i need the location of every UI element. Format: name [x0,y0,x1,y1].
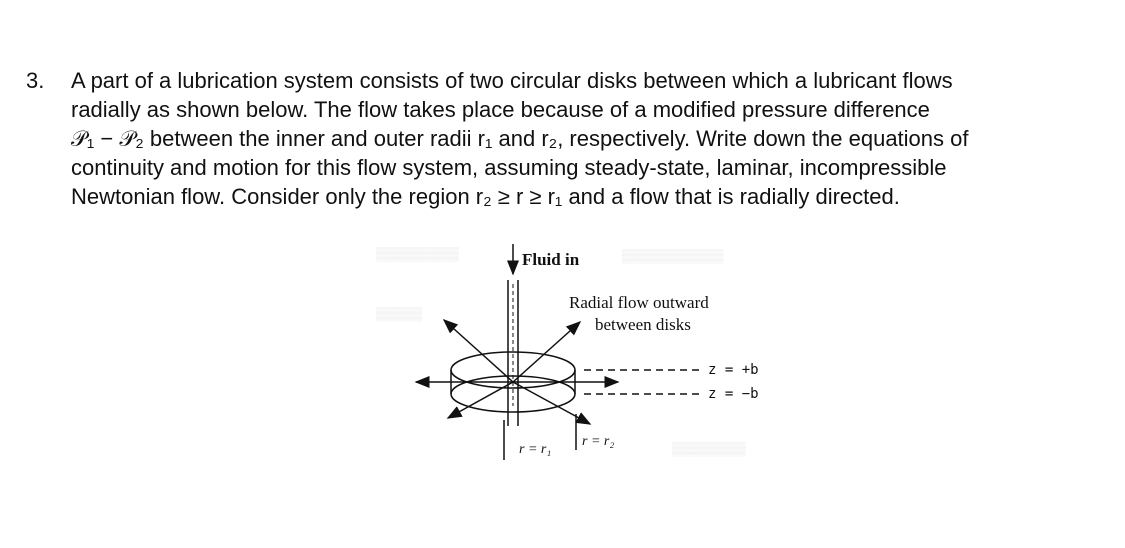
z-plus-b-label: z = +b [708,362,759,378]
inlet-pipe [508,280,518,426]
radial-flow-label-line-2: between disks [595,315,691,334]
problem-line-3: 𝒫₁ − 𝒫₂ between the inner and outer radii r₁ and r₂, respectively. Write down the equations of [71,126,969,151]
radial-flow-label-line-1: Radial flow outward [569,293,709,312]
problem-line-4: continuity and motion for this flow system, assuming steady-state, laminar, incompressible [71,155,947,180]
problem-number: 3. [26,68,45,93]
scan-bleed-through: ▒▒▒▒▒▒▒▒▒▒▒ [622,248,724,263]
problem-text [71,66,968,211]
radial-arrow-upper-left [444,320,513,382]
problem-line-2: radially as shown below. The flow takes place because of a modified pressure difference [71,97,930,122]
z-minus-b-label: z = −b [708,386,759,402]
scan-bleed-through: ▒▒▒▒▒▒▒▒▒ [376,246,459,261]
radial-arrow-lower-left [448,382,513,418]
fluid-in-label: Fluid in [522,250,580,269]
r-equals-r1-label: r = r₁ [519,442,552,457]
scan-bleed-through: ▒▒▒▒▒ [376,306,423,321]
disk-flow-figure [372,236,792,480]
problem-line-1: A part of a lubrication system consists of two circular disks between which a lubricant flows [71,68,953,93]
scan-bleed-through: ▒▒▒▒▒▒▒▒ [672,441,746,456]
problem-line-5: Newtonian flow. Consider only the region r₂ ≥ r ≥ r₁ and a flow that is radially directed. [71,184,900,209]
radial-arrow-lower-right [513,382,590,424]
r-equals-r2-label: r = r₂ [582,434,615,449]
